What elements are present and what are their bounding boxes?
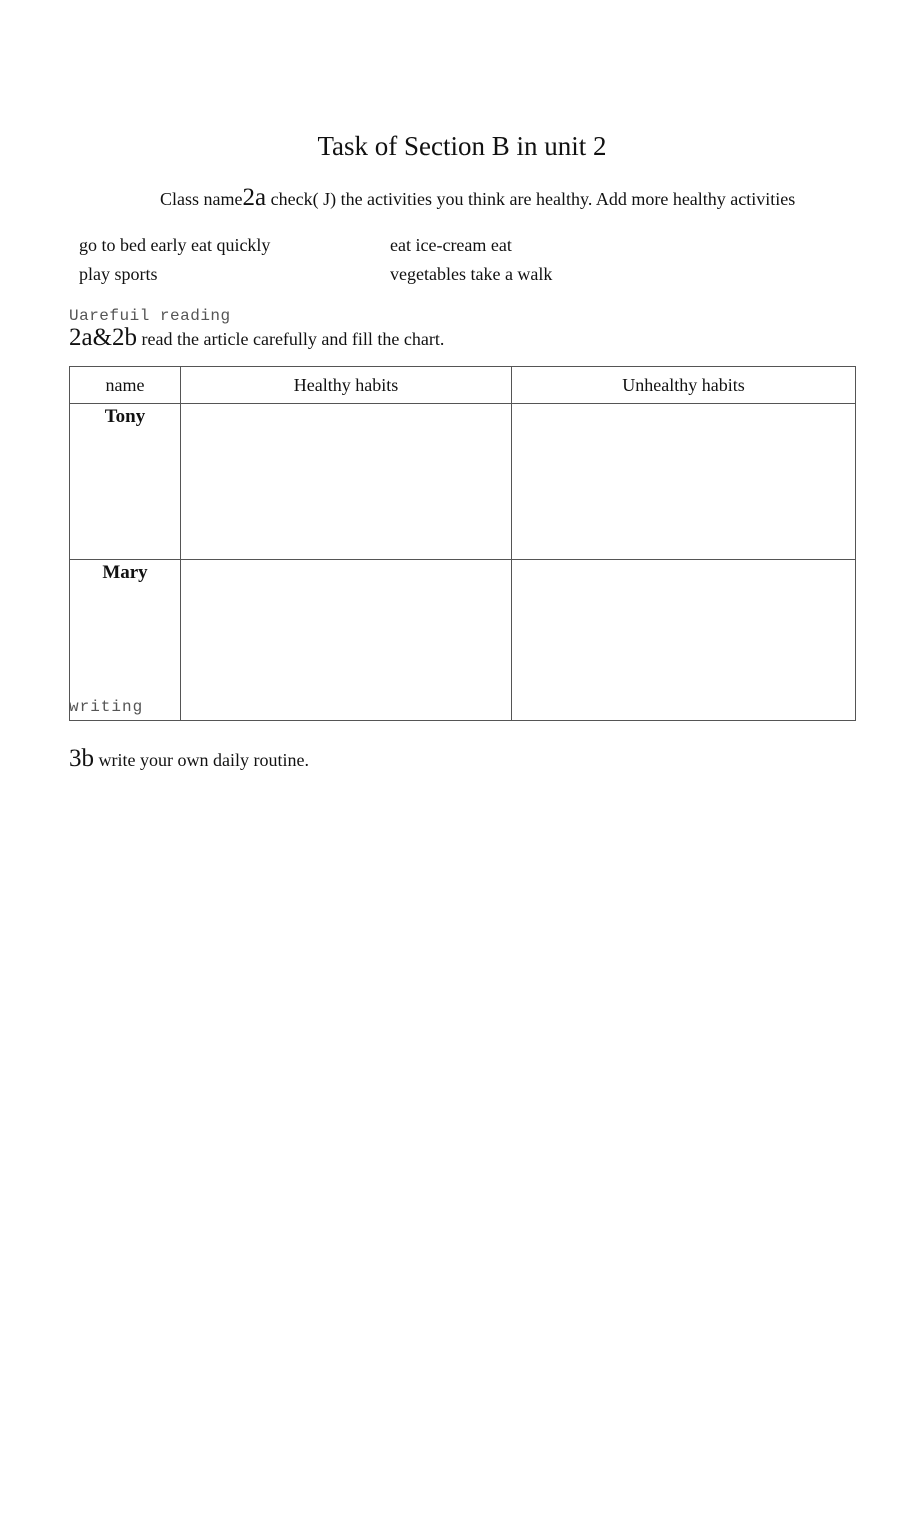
- task-2-instruction: read the article carefully and fill the chart.: [141, 329, 445, 349]
- chart-cell-unhealthy[interactable]: [512, 404, 856, 560]
- task-2a-number: 2a: [242, 184, 267, 211]
- chart-cell-healthy[interactable]: [181, 560, 512, 721]
- task-2a-instruction: check( J) the activities you think are healthy. Add more healthy activities: [270, 189, 796, 209]
- class-name-label: Class name: [160, 189, 243, 209]
- task-3b-heading: [69, 745, 309, 773]
- writing-label: writing: [69, 698, 144, 716]
- task-2-number: 2a&2b: [69, 324, 138, 351]
- activity-list-col2-item-1: eat ice-cream eat: [390, 235, 512, 255]
- chart-header-healthy: Healthy habits: [181, 367, 512, 404]
- page-title: Task of Section B in unit 2: [317, 131, 607, 161]
- task-2a-instruction-line: [160, 184, 795, 212]
- activity-list-col1-item-1: go to bed early eat quickly: [79, 235, 271, 255]
- chart-row-mary: [70, 560, 856, 721]
- task-3b-number: 3b: [69, 745, 94, 772]
- activity-list-col1-item-2: play sports: [79, 264, 158, 284]
- chart-row-tony: [70, 404, 856, 560]
- chart-header-name: name: [70, 367, 181, 404]
- chart-header-unhealthy: Unhealthy habits: [512, 367, 856, 404]
- chart-cell-healthy[interactable]: [181, 404, 512, 560]
- activity-list-col2-item-2: vegetables take a walk: [390, 264, 553, 284]
- chart-cell-unhealthy[interactable]: [512, 560, 856, 721]
- task-2-heading: [69, 324, 444, 352]
- task-3b-instruction: write your own daily routine.: [98, 750, 309, 770]
- chart-cell-name: Mary: [70, 560, 181, 721]
- habits-chart: [69, 366, 856, 721]
- chart-cell-name: Tony: [70, 404, 181, 560]
- chart-header-row: [70, 367, 856, 404]
- careful-reading-label: Uarefuil reading: [69, 307, 231, 325]
